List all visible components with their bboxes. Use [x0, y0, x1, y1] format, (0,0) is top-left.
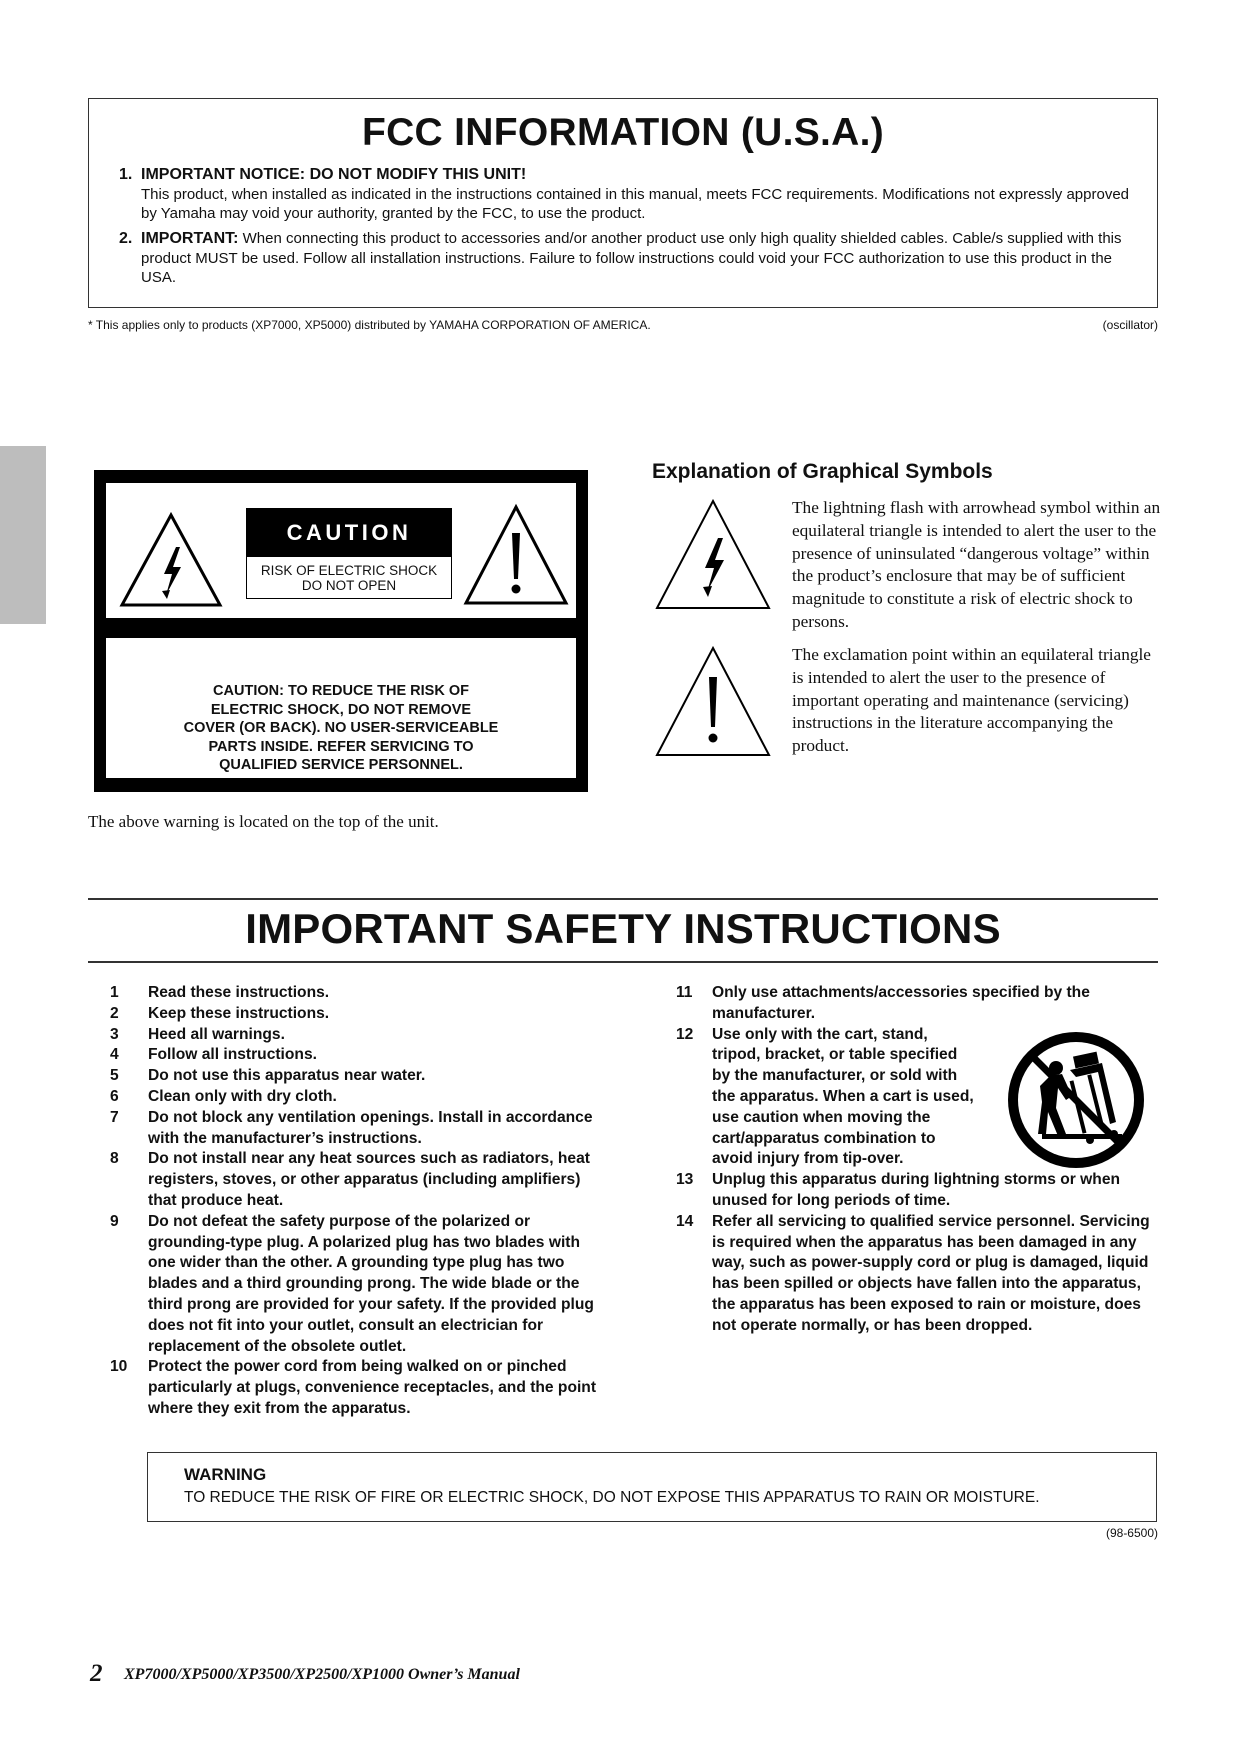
list-item-text: Refer all servicing to qualified service personnel. Servicing is required when the apparatus has been damaged in any way, such as power-supply cord or plug is damaged, liquid has been spilled or objects have fallen into the apparatus, the apparatus has been exposed to rain or moisture, does not operate normally, or has been dropped. [712, 1212, 1150, 1334]
manual-title: XP7000/XP5000/XP3500/XP2500/XP1000 Owner’s Manual [124, 1666, 520, 1683]
warning-code: (98-6500) [1105, 1526, 1158, 1540]
list-item-text: Do not use this apparatus near water. [148, 1067, 426, 1085]
fcc-item-number: 2. [119, 230, 133, 247]
caution-label [94, 470, 588, 792]
list-item-text: Only use attachments/accessories specified by the manufacturer. [712, 984, 1090, 1022]
fcc-item-text: This product, when installed as indicated in the instructions contained in this manual, meets FCC requirements. Modifications not expressly approved by Yamaha may void your authority, granted by the FCC, to use the product. [141, 185, 1130, 222]
list-item-number: 8 [110, 1150, 119, 1168]
divider [88, 898, 1158, 900]
warning-box [147, 1452, 1157, 1522]
list-item-number: 7 [110, 1108, 119, 1126]
list-item-number: 10 [110, 1358, 128, 1376]
lightning-symbol-explanation: The lightning flash with arrowhead symbol within an equilateral triangle is intended to alert the user to the presence of uninsulated “dangerous voltage” within the product’s enclosure that may be of sufficient magnitude to constitute a risk of electric shock to persons. [792, 498, 1161, 631]
list-item [88, 1212, 608, 1358]
caution-word: CAUTION [247, 509, 451, 557]
fcc-title: FCC INFORMATION (U.S.A.) [361, 111, 885, 154]
cart-tip-over-warning-icon [1006, 1030, 1146, 1170]
list-item-number: 12 [676, 1025, 694, 1043]
caution-statement-line: ELECTRIC SHOCK, DO NOT REMOVE [210, 701, 472, 718]
list-item [88, 1066, 608, 1087]
list-item [88, 1004, 608, 1025]
list-item-text: Clean only with dry cloth. [148, 1087, 337, 1105]
list-item-text: Follow all instructions. [148, 1046, 317, 1064]
caution-statement [106, 682, 576, 775]
list-item-number: 1 [110, 984, 119, 1001]
exclamation-symbol-explanation: The exclamation point within an equilateral triangle is intended to alert the user to the presence of important operating and maintenance (servicing) instructions in the literature accompanying the product. [792, 645, 1151, 756]
symbols-heading: Explanation of Graphical Symbols [652, 460, 993, 483]
list-item-number: 2 [110, 1004, 119, 1022]
list-item [88, 1025, 608, 1046]
list-item-number: 14 [676, 1212, 694, 1230]
list-item [88, 1108, 608, 1150]
list-item-text: Protect the power cord from being walked on or pinched particularly at plugs, convenience receptacles, and the point where they exit from the apparatus. [148, 1358, 597, 1417]
list-item [88, 1045, 608, 1066]
fcc-footnote: * This applies only to products (XP7000, XP5000) distributed by YAMAHA CORPORATION OF AMERICA. [88, 318, 651, 332]
fcc-item-heading: IMPORTANT NOTICE: DO NOT MODIFY THIS UNIT! [141, 166, 527, 183]
safety-list-left [88, 983, 608, 1420]
fcc-info-box [88, 98, 1158, 308]
list-item [88, 1087, 608, 1108]
caution-subtext-line: RISK OF ELECTRIC SHOCK [260, 563, 438, 578]
caution-statement-line: COVER (OR BACK). NO USER-SERVICEABLE [183, 720, 499, 736]
list-item-text: Do not install near any heat sources such as radiators, heat registers, stoves, or other apparatus (including amplifiers) that produce heat. [148, 1150, 590, 1209]
caution-word-box [246, 508, 452, 599]
warning-location-note: The above warning is located on the top of the unit. [88, 812, 439, 831]
caution-label-bottom-panel [106, 638, 576, 778]
list-item-number: 6 [110, 1087, 119, 1105]
side-tab-marker [0, 446, 46, 624]
divider [88, 961, 1158, 963]
caution-subtext [247, 557, 451, 593]
list-item [660, 1170, 1160, 1212]
warning-text: TO REDUCE THE RISK OF FIRE OR ELECTRIC SHOCK, DO NOT EXPOSE THIS APPARATUS TO RAIN OR MOISTURE. [184, 1489, 1040, 1506]
list-item-text: Use only with the cart, stand, tripod, bracket, or table specified by the manufacturer, or sold with the apparatus. When a cart is used, use caution when moving the cart/apparatus combination to avoid injury from tip-over. [712, 1025, 974, 1168]
list-item-number: 4 [110, 1046, 119, 1064]
list-item [660, 1212, 1160, 1337]
page-number: 2 [90, 1660, 103, 1687]
list-item-number: 5 [110, 1067, 119, 1085]
warning-title: WARNING [184, 1465, 267, 1484]
list-item-number: 11 [676, 984, 693, 1001]
list-item-number: 13 [676, 1171, 694, 1189]
fcc-code: (oscillator) [1102, 318, 1158, 332]
list-item-text: Read these instructions. [148, 984, 330, 1001]
list-item-text: Do not defeat the safety purpose of the polarized or grounding-type plug. A polarized plug has two blades with one wider than the other. A grounding type plug has two blades and a third grounding prong. The wide blade or the third prong are provided for your safety. If the provided plug does not fit into your outlet, consult an electrician for replacement of the obsolete outlet. [148, 1212, 594, 1355]
fcc-item-1 [119, 165, 1129, 224]
fcc-item-number: 1. [119, 166, 133, 183]
list-item [660, 983, 1160, 1025]
list-item-text: Do not block any ventilation openings. Install in accordance with the manufacturer’s instructions. [148, 1108, 593, 1147]
list-item [88, 1149, 608, 1211]
list-item [88, 983, 608, 1004]
fcc-item-2 [119, 229, 1129, 288]
list-item-text: Heed all warnings. [148, 1025, 285, 1043]
list-item-number: 3 [110, 1025, 119, 1043]
caution-subtext-line: DO NOT OPEN [301, 577, 397, 593]
exclamation-triangle-icon [462, 503, 570, 607]
safety-title: IMPORTANT SAFETY INSTRUCTIONS [245, 905, 1001, 952]
list-item-number: 9 [110, 1212, 119, 1230]
caution-label-top-panel [106, 483, 576, 618]
lightning-triangle-icon [118, 511, 224, 609]
fcc-item-text: When connecting this product to accessories and/or another product use only high quality shielded cables. Cable/s supplied with this product MUST be used. Follow all installation instructions. Failure to follow instructions could void your FCC authorization to use this product in the USA. [141, 230, 1122, 286]
fcc-item-heading: IMPORTANT: [141, 230, 239, 247]
caution-statement-line: QUALIFIED SERVICE PERSONNEL. [219, 757, 463, 773]
lightning-triangle-icon [654, 498, 772, 612]
list-item-text: Unplug this apparatus during lightning storms or when unused for long periods of time. [712, 1171, 1121, 1209]
caution-statement-line: PARTS INSIDE. REFER SERVICING TO [208, 738, 474, 755]
list-item-text: Keep these instructions. [148, 1004, 330, 1022]
exclamation-triangle-icon [654, 645, 772, 759]
list-item [88, 1357, 608, 1419]
caution-statement-line: CAUTION: TO REDUCE THE RISK OF [213, 683, 469, 699]
